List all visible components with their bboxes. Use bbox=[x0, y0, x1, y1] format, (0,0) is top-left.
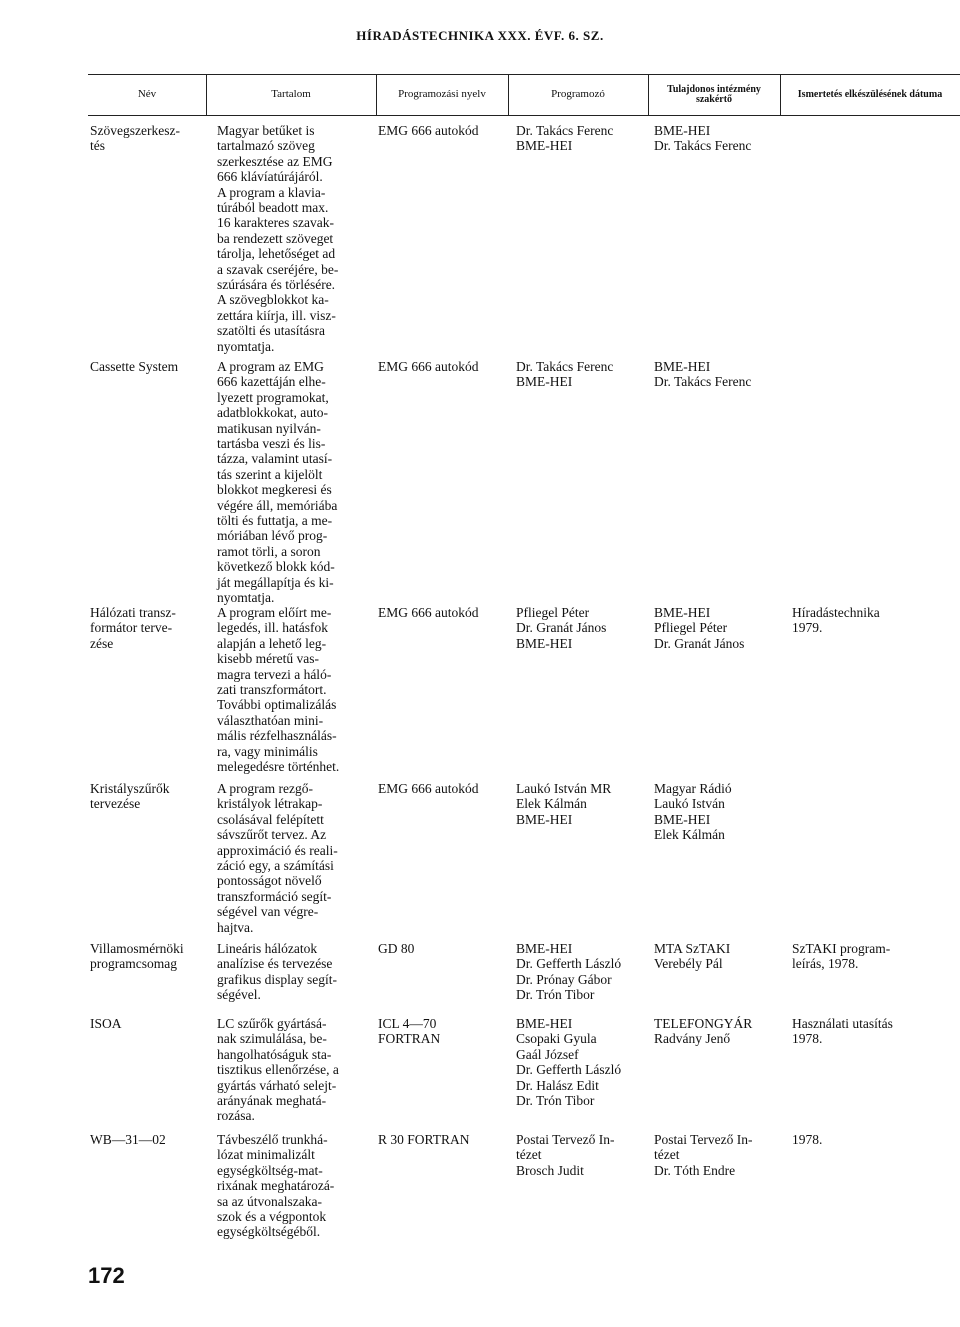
cell-content: Magyar betűket is tartalmazó szöveg szerkesztése az EMG 666 klávíatúrájáról. A program a klavia- túrából beadott max. 16 karakteres szavak- ba rendezett szöveget tárolja, lehetőséget ad a szavak cseréjére, be- szúrására és törlésére. A szövegblokkot ka- zettára kiírja, ill. visz- szatölti és utasításra nyomtatja. bbox=[217, 123, 339, 354]
cell-name: Hálózati transz- formátor terve- zése bbox=[90, 605, 176, 651]
cell-date: SzTAKI program- leírás, 1978. bbox=[792, 941, 891, 972]
cell-language: EMG 666 autokód bbox=[378, 781, 479, 796]
cell-programmer: Postai Tervező In- tézet Brosch Judit bbox=[516, 1132, 615, 1178]
page-number: 172 bbox=[88, 1263, 125, 1288]
column-header-name: Név bbox=[137, 88, 157, 101]
cell-programmer: Dr. Takács Ferenc BME-HEI bbox=[516, 123, 614, 154]
cell-content: Lineáris hálózatok analízise és tervezése grafikus display segít- ségével. bbox=[217, 941, 337, 1003]
cell-content: A program az EMG 666 kazettáján elhe- lyezett programokat, adatblokkokat, auto- matikusan nyilván- tartásba veszi és lis- tázza, valamint utasí- tás szerint a kijelölt blokkot megkeresi és végére áll, memóriába tölti és futtatja, a me- móriában lévő prog- ramot törli, a soron következő blokk kód- ját megállapítja és ki- nyomtatja. bbox=[217, 359, 338, 606]
cell-date: Használati utasítás 1978. bbox=[792, 1016, 893, 1047]
cell-owner: Postai Tervező In- tézet Dr. Tóth Endre bbox=[654, 1132, 753, 1178]
cell-language: GD 80 bbox=[378, 941, 415, 956]
cell-programmer: Pfliegel Péter Dr. Granát János BME-HEI bbox=[516, 605, 607, 651]
cell-language: EMG 666 autokód bbox=[378, 123, 479, 138]
cell-name: ISOA bbox=[90, 1016, 122, 1031]
journal-header: HÍRADÁSTECHNIKA XXX. ÉVF. 6. SZ. bbox=[356, 28, 604, 43]
cell-owner: TELEFONGYÁR Radvány Jenő bbox=[654, 1016, 753, 1047]
cell-language: R 30 FORTRAN bbox=[378, 1132, 470, 1147]
cell-programmer: Laukó István MR Elek Kálmán BME-HEI bbox=[516, 781, 612, 827]
table-header bbox=[88, 74, 960, 116]
cell-owner: MTA SzTAKI Verebély Pál bbox=[654, 941, 731, 972]
cell-date: 1978. bbox=[792, 1132, 823, 1147]
column-header-owner: Tulajdonos intézmény szakértő bbox=[667, 83, 761, 105]
cell-language: EMG 666 autokód bbox=[378, 359, 479, 374]
cell-owner: BME-HEI Dr. Takács Ferenc bbox=[654, 359, 752, 390]
cell-content: A program rezgő- kristályok létrakap- csolásával felépített sávszűrőt tervez. Az approximáció és reali- záció egy, a számítási pontosságot növelő transzformáció segít- ségével van végre- hajtva. bbox=[217, 781, 338, 935]
column-header-date: Ismertetés elkészülésének dátuma bbox=[797, 88, 943, 100]
cell-language: EMG 666 autokód bbox=[378, 605, 479, 620]
cell-content: A program előírt me- legedés, ill. hatásfok alapján a lehető leg- kisebb méretű vas- magra tervezi a háló- zati transzformátort. További optimalizálás választhatóan mini- mális rézfelhasználás- ra, vagy minimális melegedésre történhet. bbox=[217, 605, 340, 775]
cell-language: ICL 4—70 FORTRAN bbox=[378, 1016, 441, 1047]
cell-owner: BME-HEI Dr. Takács Ferenc bbox=[654, 123, 752, 154]
column-header-content: Tartalom bbox=[271, 88, 311, 101]
cell-name: Szövegszerkesz- tés bbox=[90, 123, 180, 154]
cell-programmer: BME-HEI Csopaki Gyula Gaál József Dr. Gefferth László Dr. Halász Edit Dr. Trón Tibor bbox=[516, 1016, 622, 1109]
cell-name: Kristályszűrők tervezése bbox=[90, 781, 170, 812]
cell-owner: Magyar Rádió Laukó István BME-HEI Elek Kálmán bbox=[654, 781, 732, 843]
cell-content: Távbeszélő trunkhá- lózat minimalizált egységköltség-mat- rixának meghatározá- sa az útvonalszaka- szok és a végpontok egységköltségéből. bbox=[217, 1132, 335, 1240]
column-header-language: Programozási nyelv bbox=[398, 88, 486, 101]
column-header-programmer: Programozó bbox=[551, 88, 605, 101]
cell-programmer: BME-HEI Dr. Gefferth László Dr. Prónay Gábor Dr. Trón Tibor bbox=[516, 941, 622, 1003]
cell-name: Villamosmérnöki programcsomag bbox=[90, 941, 184, 972]
cell-owner: BME-HEI Pfliegel Péter Dr. Granát János bbox=[654, 605, 745, 651]
cell-date: Híradástechnika 1979. bbox=[792, 605, 880, 636]
cell-content: LC szűrők gyártásá- nak szimulálása, be- hangolhatóságuk sta- tisztikus ellenőrzése, a gyártás várható selejt- arányának meghatá- rozása. bbox=[217, 1016, 339, 1124]
cell-programmer: Dr. Takács Ferenc BME-HEI bbox=[516, 359, 614, 390]
cell-name: Cassette System bbox=[90, 359, 179, 374]
cell-name: WB—31—02 bbox=[90, 1132, 166, 1147]
